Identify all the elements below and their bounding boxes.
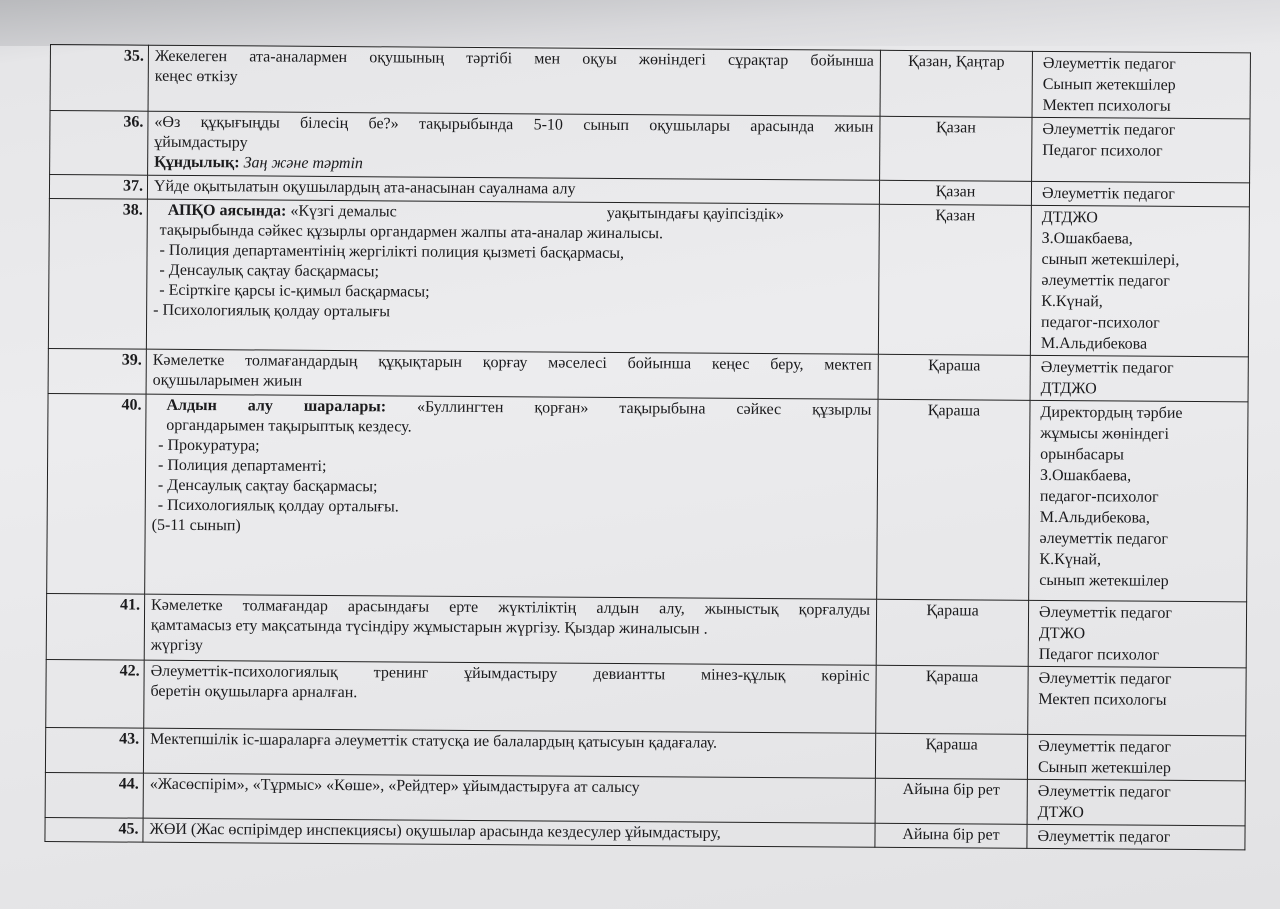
row-description xyxy=(143,728,875,778)
responsible-line: Әлеуметтік педагог xyxy=(1038,737,1172,756)
row-term: Қазан xyxy=(879,180,1031,205)
responsible-line: З.Ошакбаева, xyxy=(1041,229,1133,248)
desc-line: «Жасөспірім», «Тұрмыс» «Көше», «Рейдтер» ұйымдастыруға ат салысу xyxy=(149,775,640,797)
responsible-line: З.Ошакбаева, xyxy=(1039,466,1132,485)
responsible-line: Әлеуметтік педагог xyxy=(1040,358,1174,377)
desc-bullet: - Денсаулық сақтау басқармасы; xyxy=(157,476,378,496)
row-number: 40. xyxy=(47,393,146,594)
row-term: Қараша xyxy=(876,665,1028,734)
responsible-line: Әлеуметтік педагог xyxy=(1041,184,1175,203)
desc-bullet: - Полиция департаментінің жергілікті полиция қызметі басқармасы, xyxy=(159,241,625,263)
lead-label: Алдын алу шаралары: xyxy=(166,396,387,416)
row-term: Қазан, Қаңтар xyxy=(880,50,1032,117)
row-number: 35. xyxy=(50,45,148,112)
row-responsible xyxy=(1027,824,1245,850)
desc-line: органдарымен тақырыптық кездесу. xyxy=(166,416,412,436)
document-sheet xyxy=(44,44,1250,860)
row-description xyxy=(144,660,876,733)
row-term: Қазан xyxy=(880,116,1032,181)
desc-bullet: - Денсаулық сақтау басқармасы; xyxy=(159,261,380,281)
row-responsible xyxy=(1028,600,1246,668)
row-number: 39. xyxy=(48,348,146,394)
responsible-line: Әлеуметтік педагог xyxy=(1038,669,1172,688)
responsible-line: ДТЖО xyxy=(1037,803,1084,822)
desc-bullet: - Психологиялық қолдау орталығы xyxy=(153,301,391,321)
responsible-line: Педагог психолог xyxy=(1038,645,1160,664)
row-description xyxy=(148,45,880,116)
responsible-line: ДТЖО xyxy=(1038,624,1086,643)
row-number: 36. xyxy=(50,111,148,176)
row-responsible xyxy=(1029,400,1248,602)
row-term: Қараша xyxy=(878,354,1030,400)
row-number: 37. xyxy=(49,175,147,200)
responsible-line: сынып жетекшілер xyxy=(1039,571,1169,590)
row-description xyxy=(144,594,876,665)
row-responsible xyxy=(1030,205,1249,357)
responsible-line: әлеуметтік педагог xyxy=(1041,271,1170,290)
row-description xyxy=(148,111,880,180)
table-row xyxy=(50,45,1250,119)
desc-line: тақырыбында сәйкес құзырлы органдармен жалпы ата-аналар жиналысы. xyxy=(159,221,664,243)
responsible-line: Әлеуметтік педагог xyxy=(1037,782,1171,801)
responsible-line: әлеуметтік педагог xyxy=(1039,529,1169,548)
responsible-line: Мектеп психологы xyxy=(1042,96,1171,115)
row-term: Қараша xyxy=(876,599,1028,666)
row-number: 45. xyxy=(45,817,143,842)
row-term: Қараша xyxy=(875,733,1027,779)
desc-line: ЖӨИ (Жас өспірімдер инспекциясы) оқушылар арасында кездесулер ұйымдастыру, xyxy=(149,820,721,842)
row-description xyxy=(143,818,875,847)
desc-line: «Өз құқығыңды білесің бе?» тақырыбында 5-10 сынып оқушылары арасында жиын xyxy=(154,113,874,136)
desc-line: Жекелеген ата-аналармен оқушының тәртібі мен оқуы жөніндегі сұрақтар бойынша xyxy=(154,47,874,70)
lead-label: АПҚО аясында: xyxy=(167,201,287,220)
responsible-line: Мектеп психологы xyxy=(1038,690,1167,709)
desc-bullet: - Прокуратура; xyxy=(158,436,260,455)
responsible-line: К.Күнай, xyxy=(1039,550,1102,569)
responsible-line: Директордың тәрбие xyxy=(1040,403,1183,422)
row-responsible xyxy=(1027,779,1245,826)
desc-line: оқушыларымен жиын xyxy=(152,371,303,390)
desc-line: кеңес өткізу xyxy=(154,67,238,86)
row-responsible xyxy=(1032,117,1250,183)
desc-bullet: - Полиция департаменті; xyxy=(158,456,327,475)
row-description xyxy=(146,349,878,399)
responsible-line: ДТДЖО xyxy=(1040,379,1097,398)
responsible-line: орынбасары xyxy=(1040,445,1124,464)
row-number: 44. xyxy=(45,772,143,818)
paper-fold-shadow xyxy=(0,0,1280,46)
desc-line: жүргізу xyxy=(150,636,203,655)
responsible-line: жұмысы жөніндегі xyxy=(1040,424,1170,443)
table-row xyxy=(46,659,1246,735)
responsible-line: К.Күнай, xyxy=(1041,292,1103,311)
value-line xyxy=(154,153,873,178)
value-text: Заң және тәртіп xyxy=(243,154,363,173)
desc-line: Кәмелетке толмағандар арасындағы ерте жүктіліктің алдын алу, жыныстық қорғалуды xyxy=(151,596,871,619)
row-term: Қараша xyxy=(877,399,1030,600)
responsible-line: Әлеуметтік педагог xyxy=(1042,120,1176,139)
row-number: 43. xyxy=(45,727,143,773)
desc-line: ұйымдастыру xyxy=(154,133,248,152)
responsible-line: педагог-психолог xyxy=(1039,487,1159,506)
lead-text: «Күзгі демалыс xyxy=(290,202,397,221)
responsible-line: сынып жетекшілері, xyxy=(1041,250,1180,269)
table-row xyxy=(47,393,1248,601)
row-number: 41. xyxy=(46,593,144,660)
desc-line: (5-11 сынып) xyxy=(151,516,241,535)
row-term: Айына бір рет xyxy=(875,823,1027,848)
desc-line: Кәмелетке толмағандардың құқықтарын қорғау мәселесі бойынша кеңес беру, мектеп xyxy=(152,351,872,374)
row-responsible xyxy=(1027,734,1245,781)
table-row xyxy=(46,593,1246,667)
row-responsible xyxy=(1028,666,1246,736)
responsible-line: М.Альдибекова xyxy=(1040,334,1148,353)
lead-text-tail: уақытындағы қауіпсіздік» xyxy=(606,204,785,224)
plan-table xyxy=(44,44,1251,850)
desc-line: қамтамасыз ету мақсатында түсіндіру жұмыстарын жүргізу. Қыздар жиналысын . xyxy=(150,616,708,638)
responsible-line: Әлеуметтік педагог xyxy=(1038,603,1173,622)
table-row xyxy=(50,111,1250,183)
responsible-line: Әлеуметтік педагог xyxy=(1042,54,1176,73)
row-responsible xyxy=(1032,51,1250,119)
desc-line: Мектепшілік іс-шараларға әлеуметтік статусқа ие балалардың қатысуын қадағалау. xyxy=(150,730,718,752)
row-number: 42. xyxy=(46,659,144,728)
row-term: Айына бір рет xyxy=(875,778,1027,824)
row-responsible xyxy=(1030,355,1248,402)
table-row xyxy=(48,198,1249,356)
value-label: Құндылық: xyxy=(154,153,240,172)
responsible-line: Сынып жетекшілер xyxy=(1042,75,1176,94)
desc-bullet: - Есірткіге қарсы іс-қимыл басқармасы; xyxy=(159,281,430,301)
responsible-line: Әлеуметтік педагог xyxy=(1037,827,1171,846)
row-description xyxy=(146,199,879,354)
desc-line: беретін оқушыларға арналған. xyxy=(150,682,358,702)
desc-bullet: - Психологиялық қолдау орталығы. xyxy=(157,496,399,516)
desc-line: Үйде оқытылатын оқушылардың ата-анасынан сауалнама алу xyxy=(153,177,576,198)
responsible-line: ДТДЖО xyxy=(1041,208,1098,227)
responsible-line: М.Альдибекова, xyxy=(1039,508,1150,527)
responsible-line: Педагог психолог xyxy=(1042,141,1163,160)
desc-line: Әлеуметтік-психологиялық тренинг ұйымдастыру девиантты мінез-құлық көрініс xyxy=(150,662,870,685)
row-description xyxy=(145,394,878,599)
lead-text: «Буллингтен қорған» тақырыбына сәйкес құзырлы xyxy=(416,398,872,419)
row-responsible xyxy=(1031,181,1249,207)
row-number: 38. xyxy=(48,198,147,349)
responsible-line: педагог-психолог xyxy=(1041,313,1160,332)
row-description xyxy=(143,773,875,823)
row-term: Қазан xyxy=(878,204,1031,355)
responsible-line: Сынып жетекшілер xyxy=(1037,758,1171,777)
